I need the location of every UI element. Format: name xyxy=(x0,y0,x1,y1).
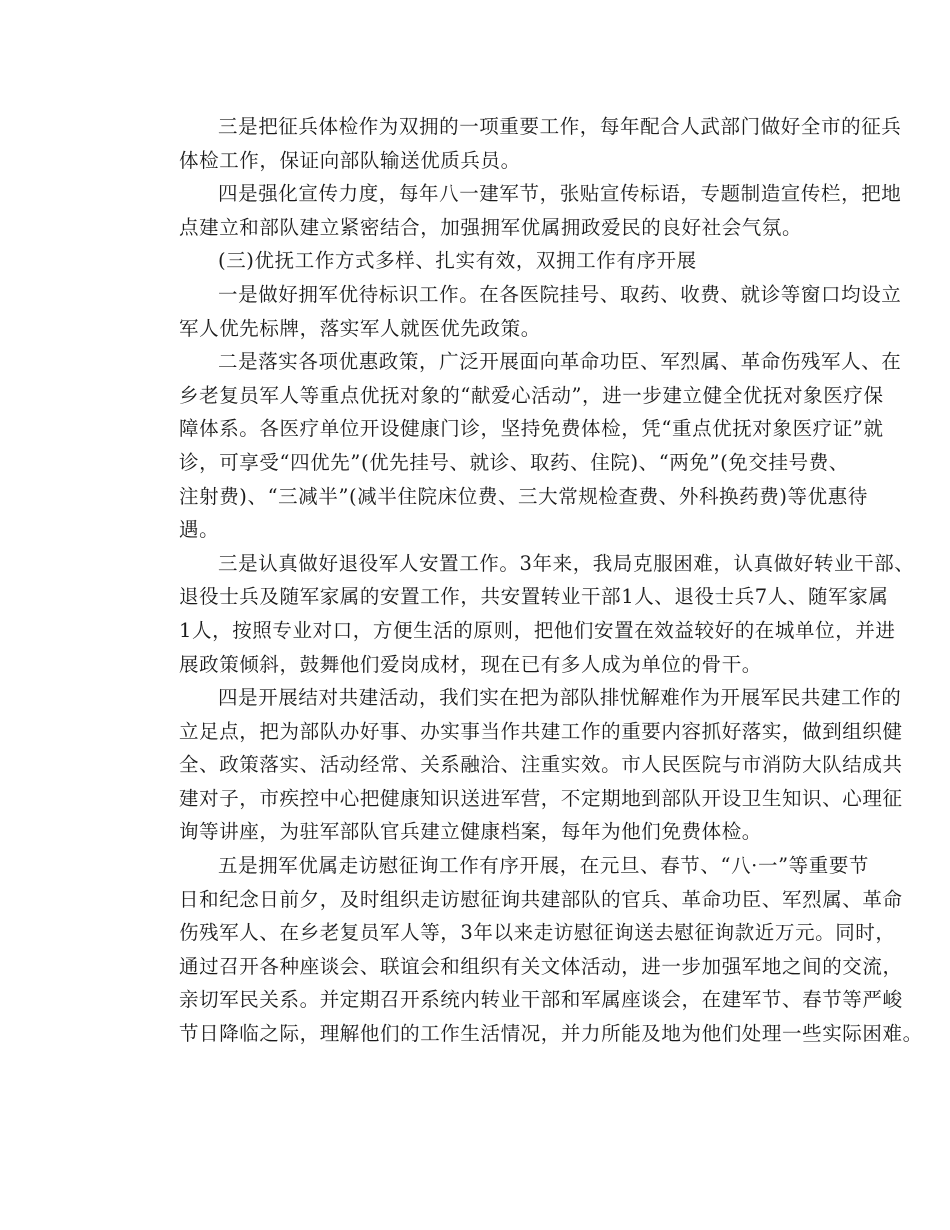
paragraph-preferential-policies xyxy=(140,345,902,547)
text-line: 三是把征兵体检作为双拥的一项重要工作，每年配合人武部门做好全市的征兵 xyxy=(218,115,902,138)
text-line: 展政策倾斜，鼓舞他们爱岗成材，现在已有多人成为单位的骨干。 xyxy=(179,652,762,676)
text-line: 节日降临之际，理解他们的工作生活情况，并力所能及地为他们处理一些实际困难。 xyxy=(179,1022,923,1046)
text-line: 四是强化宣传力度，每年八一建军节，张贴宣传标语，专题制造宣传栏，把地 xyxy=(218,182,902,206)
text-line: 询等讲座，为驻军部队官兵建立健康档案，每年为他们免费体检。 xyxy=(179,820,762,844)
text-line: 四是开展结对共建活动，我们实在把为部队排忧解难作为开展军民共建工作的 xyxy=(218,686,902,710)
text-line: 五是拥军优属走访慰征询工作有序开展，在元旦、春节、“八·一”等重要节 xyxy=(218,854,870,878)
paragraph-publicity xyxy=(140,177,902,244)
section-heading-text: (三)优抚工作方式多样、扎实有效，双拥工作有序开展 xyxy=(218,249,697,273)
text-line: 体检工作，保证向部队输送优质兵员。 xyxy=(179,148,521,172)
text-line: 注射费)、“三减半”(减半住院床位费、三大常规检查费、外科换药费)等优惠待 xyxy=(179,484,868,508)
text-line: 亲切军民关系。并定期召开系统内转业干部和军属座谈会，在建军节、春节等严峻 xyxy=(179,988,903,1012)
text-line: 点建立和部队建立紧密结合，加强拥军优属拥政爱民的良好社会气氛。 xyxy=(179,215,803,239)
text-line: 通过召开各种座谈会、联谊会和组织有关文体活动，进一步加强军地之间的交流， xyxy=(179,954,903,978)
text-line: 退役士兵及随军家属的安置工作，共安置转业干部1人、退役士兵7人、随军家属 xyxy=(179,585,889,609)
text-line: 二是落实各项优惠政策，广泛开展面向革命功臣、军烈属、革命伤残军人、在 xyxy=(218,350,902,374)
text-line: 立足点，把为部队办好事、办实事当作共建工作的重要内容抓好落实，做到组织健 xyxy=(179,719,903,743)
paragraph-visits xyxy=(140,849,923,1051)
text-line: 建对子，市疾控中心把健康知识送进军营，不定期地到部队开设卫生知识、心理征 xyxy=(179,786,903,810)
text-line: 乡老复员军人等重点优抚对象的“献爱心活动”，进一步建立健全优抚对象医疗保 xyxy=(179,383,884,407)
text-line: 1人，按照专业对口，方便生活的原则，把他们安置在效益较好的在城单位，并进 xyxy=(179,618,896,642)
text-line: 诊，可享受“四优先”(优先挂号、就诊、取药、住院)、“两免”(免交挂号费、 xyxy=(179,450,849,474)
paragraph-recruit-exam xyxy=(140,110,902,177)
text-line: 遇。 xyxy=(179,518,220,542)
document-body xyxy=(140,110,923,1051)
text-line: 全、政策落实、活动经常、关系融洽、注重实效。市人民医院与市消防大队结成共 xyxy=(179,753,903,777)
text-line: 伤残军人、在乡老复员军人等，3年以来走访慰征询送去慰征询款近万元。同时， xyxy=(179,921,896,945)
text-line: 军人优先标牌，落实军人就医优先政策。 xyxy=(179,316,541,340)
text-line: 一是做好拥军优待标识工作。在各医院挂号、取药、收费、就诊等窗口均设立 xyxy=(218,282,902,306)
paragraph-joint-building xyxy=(140,681,903,849)
paragraph-priority-signs xyxy=(140,278,902,345)
section-heading xyxy=(140,244,820,278)
paragraph-veteran-placement xyxy=(140,547,915,681)
text-line: 障体系。各医疗单位开设健康门诊，坚持免费体检，凭“重点优抚对象医疗证”就 xyxy=(179,417,884,441)
text-line: 三是认真做好退役军人安置工作。3年来，我局克服困难，认真做好转业干部、 xyxy=(218,551,915,575)
text-line: 日和纪念日前夕，及时组织走访慰征询共建部队的官兵、革命功臣、军烈属、革命 xyxy=(179,887,903,911)
